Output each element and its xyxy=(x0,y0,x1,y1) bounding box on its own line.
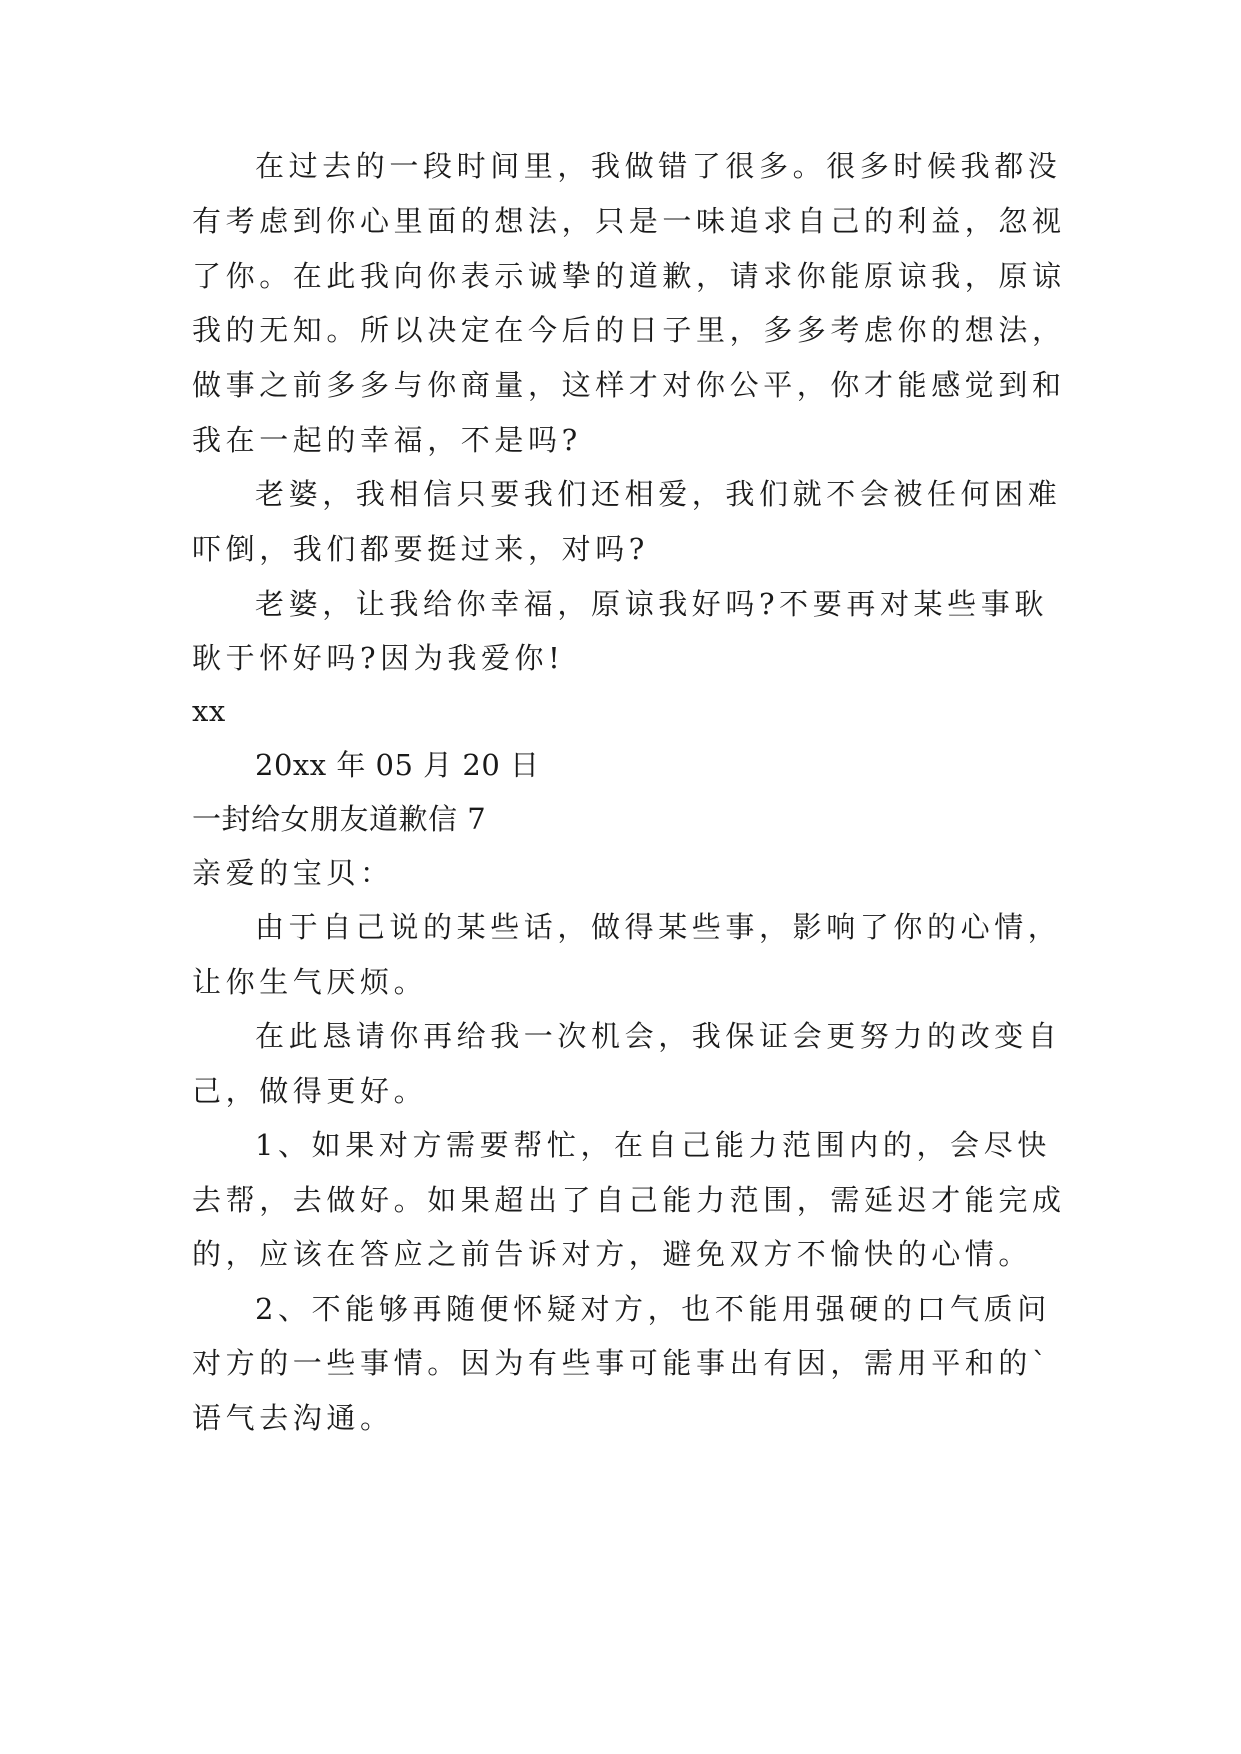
paragraph-line: 我的无知。所以决定在今后的日子里，多多考虑你的想法， xyxy=(192,313,1066,347)
paragraph-line: 老婆，我相信只要我们还相爱，我们就不会被任何困难 xyxy=(255,477,1062,511)
salutation: 亲爱的宝贝： xyxy=(192,856,394,890)
paragraph-line: 让你生气厌烦。 xyxy=(192,965,428,999)
paragraph-line: 由于自己说的某些话，做得某些事，影响了你的心情， xyxy=(255,910,1062,944)
paragraph-line: 做事之前多多与你商量，这样才对你公平，你才能感觉到和 xyxy=(192,368,1066,402)
paragraph-line: 的，应该在答应之前告诉对方，避免双方不愉快的心情。 xyxy=(192,1237,1033,1271)
paragraph-line: 吓倒，我们都要挺过来，对吗? xyxy=(192,532,649,566)
paragraph-line: 对方的一些事情。因为有些事可能事出有因，需用平和的` xyxy=(192,1346,1052,1380)
paragraph-line: 有考虑到你心里面的想法，只是一味追求自己的利益，忽视 xyxy=(192,204,1066,238)
signature: xx xyxy=(192,694,226,728)
paragraph-line: 在此恳请你再给我一次机会，我保证会更努力的改变自 xyxy=(255,1019,1062,1053)
paragraph-line: 在过去的一段时间里，我做错了很多。很多时候我都没 xyxy=(255,149,1062,183)
paragraph-line: 了你。在此我向你表示诚挚的道歉，请求你能原谅我，原谅 xyxy=(192,259,1066,293)
paragraph-line: 语气去沟通。 xyxy=(192,1401,394,1435)
paragraph-line: 我在一起的幸福，不是吗? xyxy=(192,423,582,457)
paragraph-line: 老婆，让我给你幸福，原谅我好吗?不要再对某些事耿 xyxy=(255,587,1048,621)
paragraph-line: 己，做得更好。 xyxy=(192,1074,428,1108)
paragraph-line: 去帮，去做好。如果超出了自己能力范围，需延迟才能完成 xyxy=(192,1183,1066,1217)
date-line: 20xx 年 05 月 20 日 xyxy=(255,748,540,782)
paragraph-line: 耿于怀好吗?因为我爱你! xyxy=(192,641,565,675)
section-heading: 一封给女朋友道歉信 7 xyxy=(192,802,487,836)
paragraph-line: 1、如果对方需要帮忙，在自己能力范围内的，会尽快 xyxy=(255,1128,1051,1162)
paragraph-line: 2、不能够再随便怀疑对方，也不能用强硬的口气质问 xyxy=(255,1292,1051,1326)
